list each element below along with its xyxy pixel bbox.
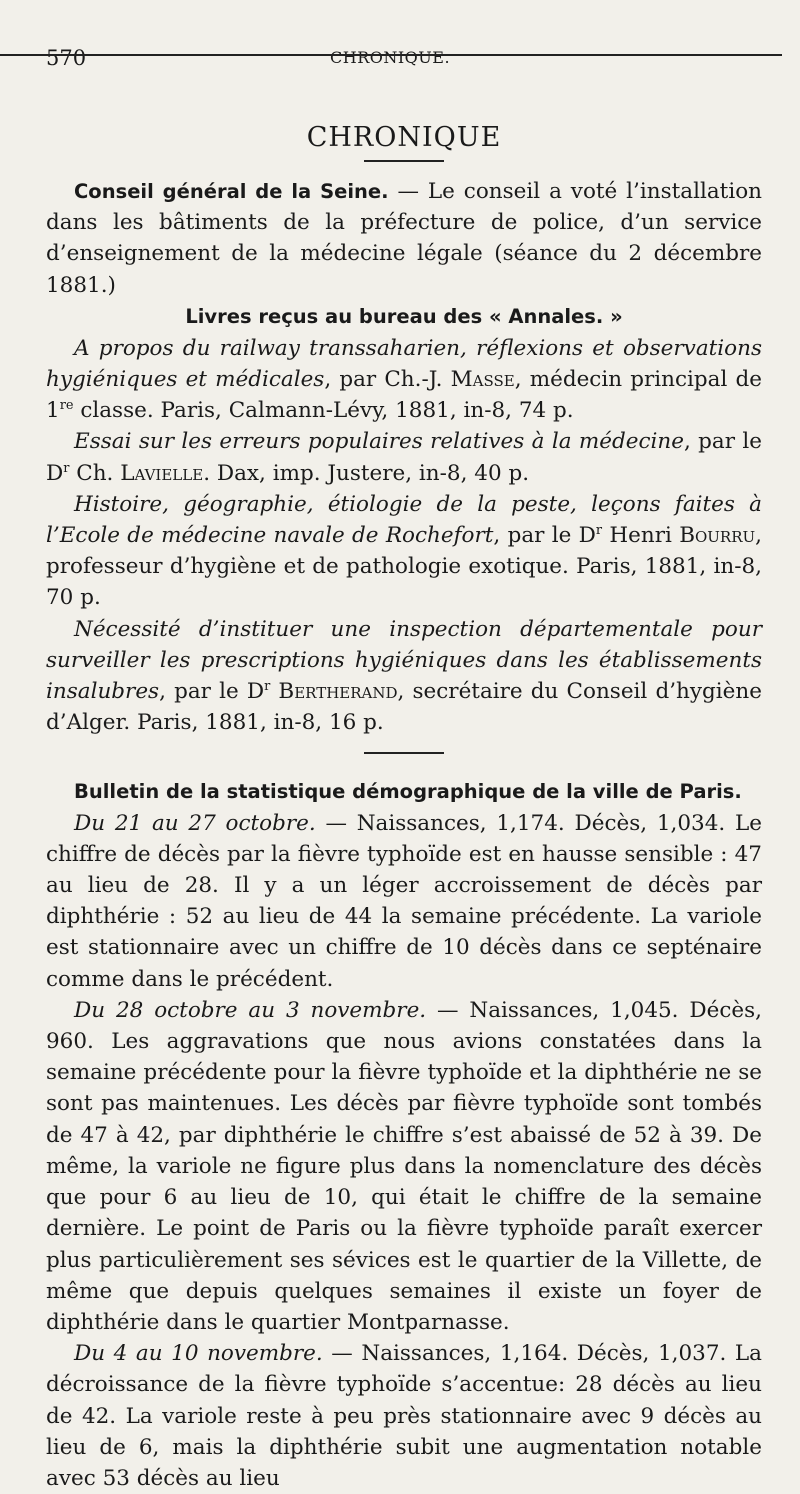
book-author: Bertherand — [278, 679, 398, 705]
bulletin-date: Du 4 au 10 novembre. — [74, 1341, 323, 1367]
bulletin-heading-line — [46, 776, 762, 807]
superscript: r — [595, 522, 603, 538]
book-text: , secrétaire du Conseil d’hygiène d’Alger. Paris, 1881, in-8, 16 p. — [46, 679, 762, 736]
bulletin-text: — Naissances, 1,045. Décès, 960. Les aggravations que nous avions constatées dans la semaine précédente pour la fièvre typhoïde et la diphthérie ne se sont pas maintenues. Les décès par fièvre typhoïde sont tombés de 47 à 42, par diphthérie le chiffre s’est abaissé de 52 à 39. De même, la variole ne figure plus dans la nomenclature des décès que pour 6 au lieu de 10, qui était le chiffre de la semaine dernière. Le point de Paris ou la fièvre typhoïde paraît exercer plus particulièrement ses sévices est le quartier de la Villette, de même que depuis quelques semaines il existe un foyer de diphthérie dans le quartier Montparnasse. — [46, 997, 762, 1335]
superscript: r — [63, 460, 70, 476]
book-author: Masse — [450, 367, 515, 393]
book-title: Essai sur les erreurs populaires relatives à la médecine — [74, 429, 684, 455]
book-text: , par le D — [493, 523, 596, 549]
header-rule — [0, 54, 782, 56]
book-text: Henri — [602, 523, 680, 549]
book-title: A propos du railway transsaharien, réflexions et observations hygiéniques et médicales — [46, 335, 762, 393]
book-text: , par le D — [159, 679, 265, 705]
conseil-heading: Conseil général de la Seine. — [74, 180, 389, 203]
book-entry — [46, 426, 762, 488]
title-divider — [364, 160, 444, 162]
bulletin-date: Du 28 octobre au 3 novembre. — [74, 997, 427, 1023]
book-author: Lavielle — [120, 460, 204, 486]
book-text: , par le D — [46, 429, 762, 486]
bulletin-heading: Bulletin de la statistique démographique de la ville de Paris. — [74, 780, 742, 804]
conseil-text: — Le conseil a voté l’installation dans les bâtiments de la préfecture de police, d’un service d’enseignement de la médecine légale (séance du 2 décembre 1881.) — [46, 179, 762, 298]
bulletin-paragraph — [46, 995, 762, 1338]
section-divider — [364, 752, 444, 754]
book-entry — [46, 333, 762, 427]
bulletin-paragraph — [46, 1338, 762, 1494]
book-text: , médecin principal de 1 — [46, 367, 762, 424]
book-text: classe. Paris, Calmann-Lévy, 1881, in-8, 74 p. — [73, 398, 574, 424]
book-title: Histoire, géographie, étiologie de la peste, leçons faites à l’Ecole de médecine navale de Rochefort — [46, 491, 762, 549]
superscript: r — [264, 678, 271, 694]
page-title: CHRONIQUE — [306, 122, 502, 153]
book-author: Bourru — [679, 523, 756, 549]
book-entry — [46, 489, 762, 614]
book-entry — [46, 614, 762, 739]
running-title: CHRONIQUE. — [330, 48, 451, 67]
book-text: Ch. — [69, 460, 121, 486]
conseil-paragraph — [46, 176, 762, 301]
book-text: , professeur d’hygiène et de pathologie exotique. Paris, 1881, in-8, 70 p. — [46, 523, 762, 611]
bulletin-date: Du 21 au 27 octobre. — [74, 810, 316, 836]
livres-heading: Livres reçus au bureau des « Annales. » — [185, 304, 623, 328]
bulletin-paragraph — [46, 808, 762, 995]
superscript: re — [59, 398, 74, 414]
book-text: . Dax, imp. Justere, in-8, 40 p. — [203, 460, 530, 486]
book-text: , par Ch.-J. — [324, 367, 451, 393]
bulletin-text: — Naissances, 1,174. Décès, 1,034. Le chiffre de décès par la fièvre typhoïde est en hausse sensible : 47 au lieu de 28. Il y a un léger accroissement de décès par diphthérie : 52 au lieu de 44 la semaine précédente. La variole est stationnaire avec un chiffre de 10 décès dans ce septénaire comme dans le précédent. — [46, 810, 762, 992]
page-number: 570 — [46, 46, 87, 70]
book-title: Nécessité d’instituer une inspection départementale pour surveiller les prescriptions hygiéniques dans les établissements insalubres — [46, 616, 762, 705]
bulletin-text: — Naissances, 1,164. Décès, 1,037. La décroissance de la fièvre typhoïde s’accentue: 28 décès au lieu de 42. La variole reste à peu près stationnaire avec 9 décès au lieu de 6, mais la diphthérie subit une augmentation notable avec 53 décès au lieu — [46, 1341, 762, 1491]
